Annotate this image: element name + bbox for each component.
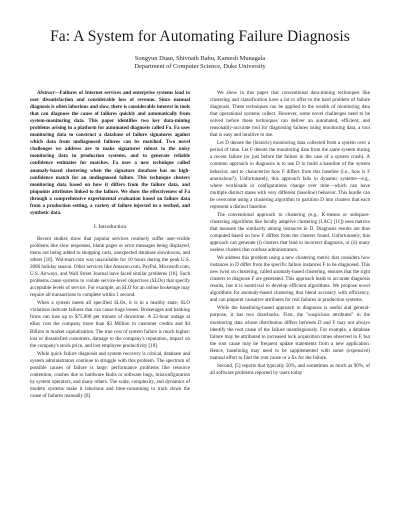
right-paragraph-6: Second, [5] reports that typically 50%, and sometimes as much as 90%, of all software problems reported by users today (210, 362, 370, 376)
abstract-text: Failures of Internet services and enterprise systems lead to user dissatisfaction and considerable loss of revenue. Since manual diagnosis is often laborious and slow, there is considerable interest in tools that can diagnose the cause of failures quickly and automatically from system-monitoring data. This paper identifies two key data-mining problems arising in a platform for automated diagnosis called Fa. Fa uses monitoring data to construct a database of failure signatures against which data from undiagnosed failures can be matched. Two novel challenges we address are to make signatures robust to the noisy monitoring data in production systems, and to generate reliable confidence estimates for matches. Fa uses a new technique called anomaly-based clustering when the signature database has no high-confidence match for an undiagnosed failure. This technique clusters monitoring data based on how it differs from the failure data, and pinpoints attributes linked to the failure. We show the effectiveness of Fa through a comprehensive experimental evaluation based on failure data from a production setting, a variety of failure injected in a testbed, and synthetic data. (30, 90, 190, 216)
two-column-body (30, 90, 370, 401)
left-paragraph-3: While quick failure diagnosis and system recovery is critical, database and system administrators continue to struggle with this problem. The spectrum of possible causes of failure is large: performance problems like resource contention, crashes due to hardware faults or software bugs, misconfiguration by system operators, and many others. The scale, complexity, and dynamics of modern systems make it laborious and time-consuming to track down the cause of failures manually [8]. (30, 350, 190, 399)
right-paragraph-2: Let D denote the (historic) monitoring data collected from a system over a period of time. Let F denote the monitoring data from the same system during a recent failure (or just before the failure in the case of a system crash). A common approach in diagnosis is to use D to build a baseline of the system behavior, and to characterize how F differs from this baseline (i.e., how is F anomalous?). Unfortunately, this approach fails in dynamic systems—e.g., where workloads or configurations change over time—which can have multiple distinct states with very different (baseline) behavior. This hurdle can be overcome using a clustering algorithm to partition D into clusters that each represent a distinct baseline. (210, 140, 370, 210)
paper-title: Fa: A System for Automating Failure Diagnosis (50, 28, 350, 45)
right-paragraph-4: We address this problem using a new clustering metric that considers how instances in D differ from the specific failure instances F to be diagnosed. This new twist on clustering, called anomaly-based clustering, ensures that the right clusters to diagnose F are generated. This approach leads to accurate diagnosis results, but it is nontrivial to develop efficient algorithms. We propose novel algorithms for anomaly-based clustering that blend accuracy with efficiency, and can pinpoint causative attributes for real failures in production systems. (210, 255, 370, 304)
abstract-label: Abstract— (37, 90, 60, 96)
abstract (30, 90, 190, 217)
right-column (210, 90, 370, 401)
right-paragraph-3: The conventional approach to clustering (e.g., K-means or subspace-clustering algorithms like locally adaptive clustering (LAC) [11]) uses metrics that measure the similarity among instances in D. Diagnosis results are thus computed based on how F differs from the clusters found. Unfortunately, this approach can generate (i) clusters that lead to incorrect diagnosis, or (ii) many useless clusters that confuse administrators. (210, 211, 370, 254)
left-paragraph-1: Recent studies show that popular services routinely suffer user-visible problems like slow responses, blank pages or error messages being displayed, items not being added to shopping carts, unexpected database slowdowns, and others [18]. Wal-mart.com was unavailable for 10 hours during the peak U.S. 2006 holiday season. Other services like Amazon.com, PayPal, Microsoft.com, U.S. Airways, and Wall Street Journal have faced similar problems [18]. Such problems cause systems to violate service-level objectives (SLOs) that specify acceptable levels of service. For example, an SLO for an online brokerage may require all transactions to complete within 1 second. (30, 235, 190, 299)
section-heading-introduction: I. Introduction (93, 223, 127, 230)
right-paragraph-1: We show in this paper that conventional data-mining techniques like clustering and classification have a lot to offer to the hard problem of failure diagnosis. These techniques can be applied to the wealth of monitoring data that operational systems collect. However, some novel challenges need to be solved before these techniques can deliver an automated, efficient, and reasonably-accurate tool for diagnosing failures using monitoring data, a tool that is easy and intuitive to use. (210, 90, 370, 139)
paper-affiliation: Department of Computer Science, Duke University (134, 63, 266, 70)
right-paragraph-5: While the baselining-based approach to diagnosis is useful and general-purpose, it has two drawbacks. First, the "suspicious attributes" in the monitoring data whose distribution differs between D and F may not always identify the root cause of the failure unambiguously. For example, a database failure may be attributed to increased lock acquisition times observed in F, but the root cause may be frequent update statements from a new application. Hence, baselining may need to be supplemented with some (expensive) manual effort to find the root cause or a fix for the failure. (210, 305, 370, 361)
paper-authors: Songyun Duan, Shivnath Babu, Kamesh Munagala (134, 55, 266, 62)
left-column (30, 90, 190, 401)
left-paragraph-2: When a system meets all specified SLOs, it is in a healthy state; SLO violations indicate failures that can cause huge losses. Brokerages and banking firms can lose up to $75,000 per minute of downtime. A 22-hour outage at eBay cost the company more than $3 Million in customer credits and $4 Billion in market capitalization. The true cost of system failure is much higher: lost or dissatisfied customers, damage to the company's reputation, impact on the company's stock price, and lost employee productivity [18]. (30, 300, 190, 349)
